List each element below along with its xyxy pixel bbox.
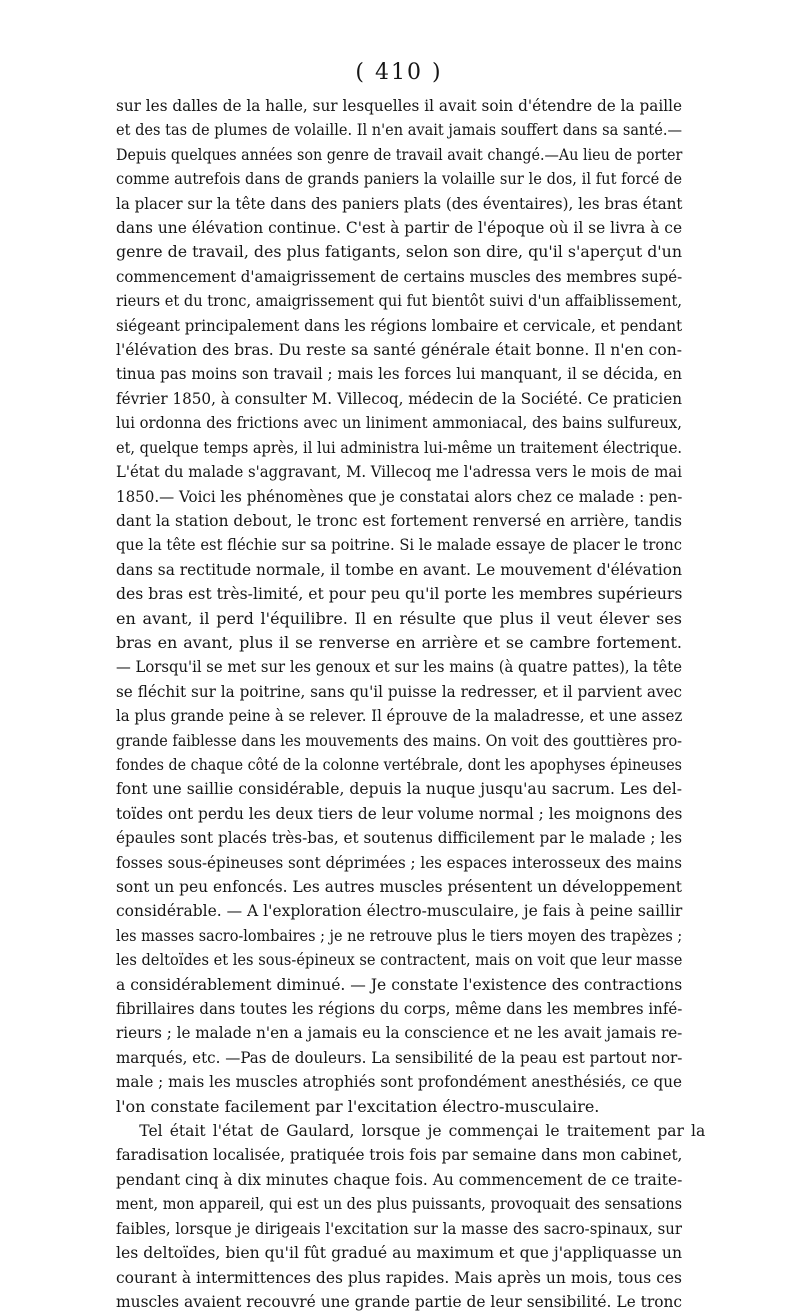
paragraph (116, 94, 682, 1119)
text-line: épaules sont placés très-bas, et soutenus difficilement par le malade ; les (116, 828, 683, 848)
text-line: comme autrefois dans de grands paniers la volaille sur le dos, il fut forcé de (116, 169, 683, 189)
text-line: grande faiblesse dans les mouvements des mains. On voit des gouttières pro- (116, 730, 683, 750)
text-line: pendant cinq à dix minutes chaque fois. Au commencement de ce traite- (116, 1169, 683, 1189)
text-line: et des tas de plumes de volaille. Il n'en avait jamais souffert dans sa santé.— (116, 120, 682, 140)
text-line: Tel était l'état de Gaulard, lorsque je commençai le traitement par la (139, 1121, 706, 1141)
text-line: — Lorsqu'il se met sur les genoux et sur les mains (à quatre pattes), la tête (116, 657, 683, 677)
text-line: faibles, lorsque je dirigeais l'excitation sur la masse des sacro-spinaux, sur (116, 1218, 682, 1238)
text-line: dans une élévation continue. C'est à partir de l'époque où il se livra à ce (116, 218, 683, 238)
text-line: L'état du malade s'aggravant, M. Villecoq me l'adressa vers le mois de mai (116, 462, 682, 482)
text-line: tinua pas moins son travail ; mais les forces lui manquant, il se décida, en (116, 364, 682, 384)
text-line: considérable. — A l'exploration électro-musculaire, je fais à peine saillir (116, 901, 683, 921)
text-line: faradisation localisée, pratiquée trois fois par semaine dans mon cabinet, (116, 1145, 683, 1165)
text-line: dant la station debout, le tronc est fortement renversé en arrière, tandis (116, 510, 683, 530)
text-line: siégeant principalement dans les régions lombaire et cervicale, et pendant (116, 315, 683, 335)
page-number: ( 410 ) (355, 60, 443, 85)
text-line: la placer sur la tête dans des paniers plats (des éventaires), les bras étant (116, 193, 683, 213)
text-line: toïdes ont perdu les deux tiers de leur volume normal ; les moignons des (116, 803, 683, 823)
text-body (116, 94, 706, 1314)
text-line: commencement d'amaigrissement de certains muscles des membres supé- (116, 266, 683, 286)
text-line: Depuis quelques années son genre de travail avait changé.—Au lieu de porter (116, 144, 683, 164)
text-line: février 1850, à consulter M. Villecoq, médecin de la Société. Ce praticien (116, 388, 683, 408)
text-line: dans sa rectitude normale, il tombe en avant. Le mouvement d'élévation (116, 559, 683, 579)
text-line: sur les dalles de la halle, sur lesquelles il avait soin d'étendre de la paille (116, 96, 683, 115)
paragraph (116, 1119, 706, 1314)
text-line: fondes de chaque côté de la colonne vertébrale, dont les apophyses épineuses (116, 754, 682, 774)
text-line: les deltoïdes, bien qu'il fût gradué au maximum et que j'appliquasse un (116, 1243, 683, 1263)
text-line: en avant, il perd l'équilibre. Il en résulte que plus il veut élever ses (116, 608, 682, 628)
text-line: bras en avant, plus il se renverse en arrière et se cambre fortement. (116, 632, 682, 652)
text-line: genre de travail, des plus fatigants, selon son dire, qu'il s'aperçut d'un (116, 242, 683, 262)
text-line: fibrillaires dans toutes les régions du corps, même dans les membres infé- (116, 999, 683, 1019)
text-line: l'élévation des bras. Du reste sa santé générale était bonne. Il n'en con- (116, 340, 682, 360)
text-line: font une saillie considérable, depuis la nuque jusqu'au sacrum. Les del- (116, 779, 683, 799)
text-line: fosses sous-épineuses sont déprimées ; les espaces interosseux des mains (116, 852, 682, 872)
text-line: sont un peu enfoncés. Les autres muscles présentent un développement (116, 877, 682, 896)
text-line: ment, mon appareil, qui est un des plus puissants, provoquait des sensations (116, 1194, 682, 1214)
text-line: que la tête est fléchie sur sa poitrine. Si le malade essaye de placer le tronc (116, 535, 682, 555)
text-line: des bras est très-limité, et pour peu qu'il porte les membres supérieurs (116, 584, 683, 604)
text-line: marqués, etc. —Pas de douleurs. La sensibilité de la peau est partout nor- (116, 1047, 683, 1067)
text-line: courant à intermittences des plus rapides. Mais après un mois, tous ces (116, 1267, 683, 1287)
text-line: male ; mais les muscles atrophiés sont profondément anesthésiés, ce que (116, 1072, 683, 1092)
text-line: lui ordonna des frictions avec un liniment ammoniacal, des bains sulfureux, (116, 413, 682, 433)
text-line: rieurs ; le malade n'en a jamais eu la conscience et ne les avait jamais re- (116, 1023, 683, 1043)
text-line: se fléchit sur la poitrine, sans qu'il puisse la redresser, et il parvient avec (116, 681, 683, 701)
text-line: rieurs et du tronc, amaigrissement qui fut bientôt suivi d'un affaiblissement, (116, 291, 682, 311)
text-line: les masses sacro-lombaires ; je ne retrouve plus le tiers moyen des trapèzes ; (116, 925, 683, 945)
text-line: 1850.— Voici les phénomènes que je constatai alors chez ce malade : pen- (116, 486, 683, 506)
text-line: l'on constate facilement par l'excitation électro-musculaire. (116, 1096, 600, 1116)
text-line: les deltoïdes et les sous-épineux se contractent, mais on voit que leur masse (116, 950, 683, 970)
text-line: la plus grande peine à se relever. Il éprouve de la maladresse, et une assez (116, 706, 683, 726)
text-line: a considérablement diminué. — Je constate l'existence des contractions (116, 974, 683, 994)
text-line: muscles avaient recouvré une grande partie de leur sensibilité. Le tronc (116, 1291, 683, 1311)
text-line: et, quelque temps après, il lui administra lui-même un traitement électrique. (116, 437, 683, 457)
